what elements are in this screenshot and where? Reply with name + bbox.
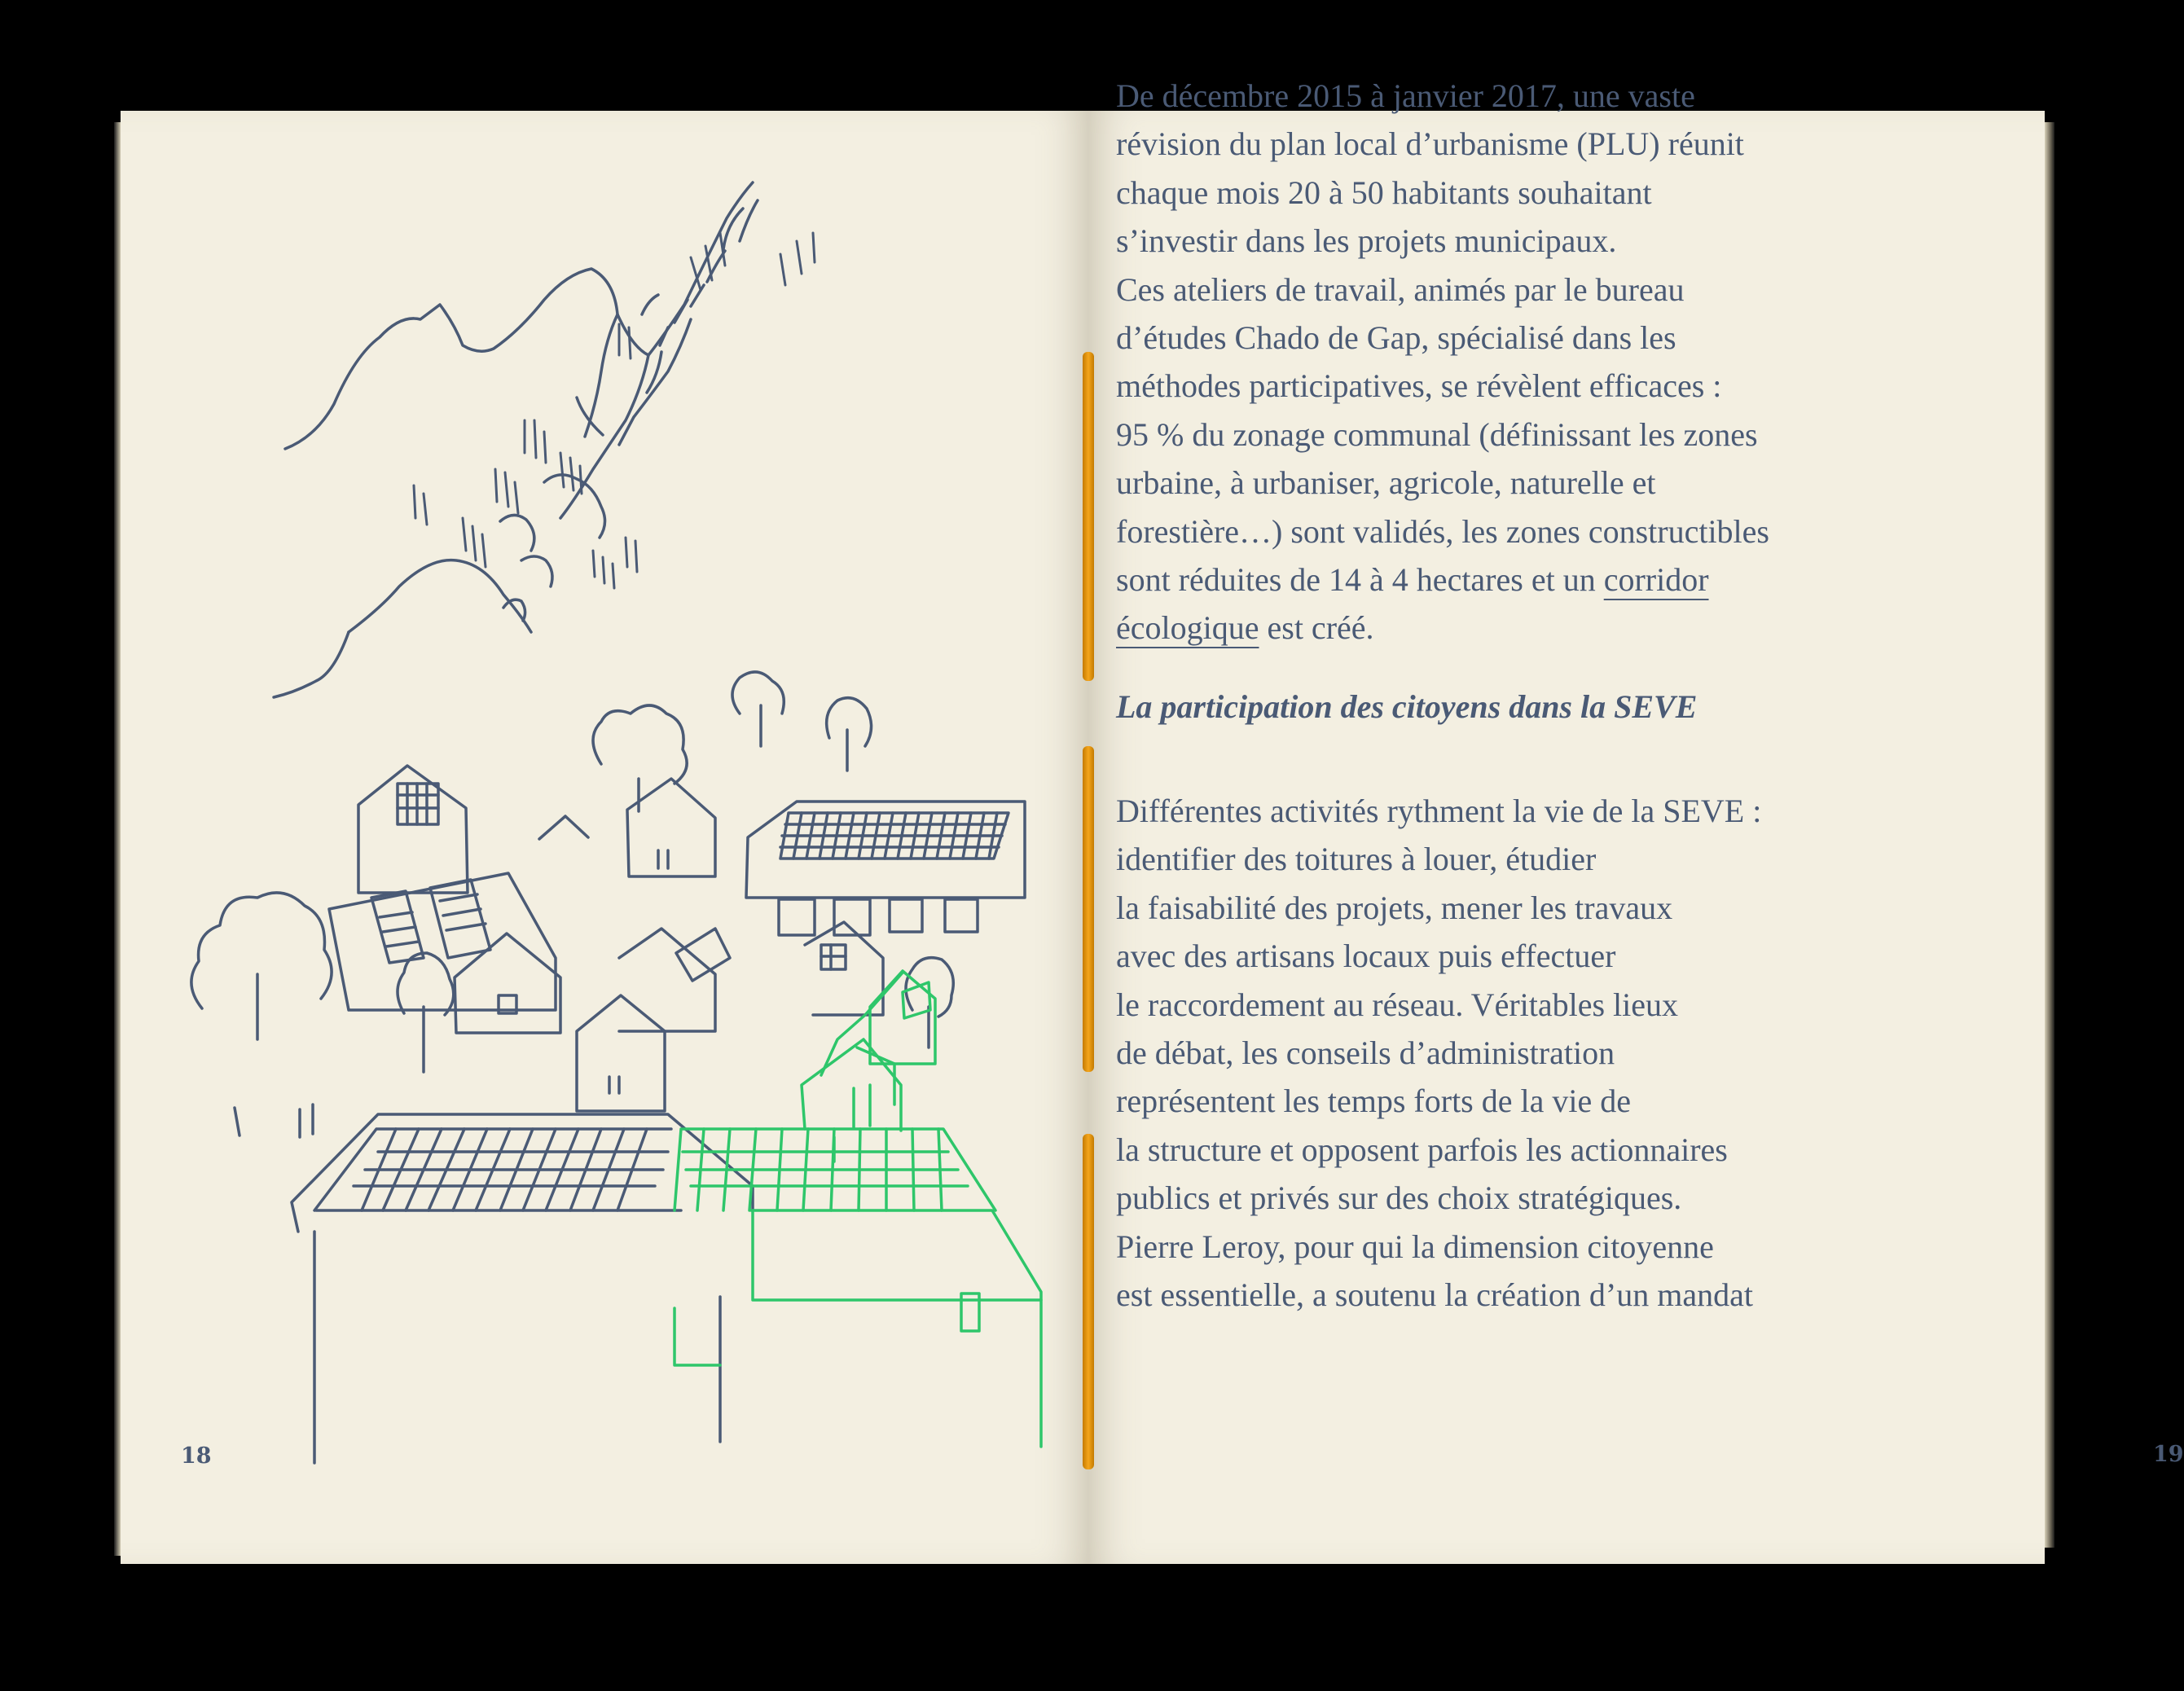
- text-line: la structure et opposent parfois les actionnaires: [1116, 1131, 1728, 1168]
- section-heading: La participation des citoyens dans la SEVE: [1116, 688, 1698, 725]
- text-line: de débat, les conseils d’administration: [1116, 1034, 1615, 1072]
- text-line: méthodes participatives, se révèlent efficaces :: [1116, 367, 1722, 405]
- text-line: la faisabilité des projets, mener les travaux: [1116, 889, 1673, 926]
- text-line: révision du plan local d’urbanisme (PLU) réunit: [1116, 125, 1744, 163]
- text-line: De décembre 2015 à janvier 2017, une vaste: [1116, 77, 1695, 114]
- binding-thread-2: [1083, 746, 1094, 1072]
- corridor-link-part2[interactable]: écologique: [1116, 609, 1259, 647]
- text-line: [1116, 556, 1980, 604]
- text-line: 95 % du zonage communal (définissant les zones: [1116, 415, 1758, 453]
- text-line: le raccordement au réseau. Véritables lieux: [1116, 986, 1679, 1023]
- mountain-village-illustration: [121, 111, 1088, 1564]
- page-number-right: 19: [2153, 1442, 2184, 1467]
- text-line: chaque mois 20 à 50 habitants souhaitant: [1116, 173, 1652, 211]
- binding-thread-3: [1083, 1134, 1094, 1469]
- text-line: est essentielle, a soutenu la création d’un mandat: [1116, 1276, 1753, 1314]
- page-number-left: 18: [181, 1443, 212, 1469]
- text-line: identifier des toitures à louer, étudier: [1116, 841, 1597, 878]
- left-page: [121, 111, 1088, 1564]
- text-line: Ces ateliers de travail, animés par le bureau: [1116, 270, 1685, 308]
- text-line: forestière…) sont validés, les zones constructibles: [1116, 512, 1769, 550]
- text-segment: sont réduites de 14 à 4 hectares et un: [1116, 561, 1604, 599]
- text-line: [1116, 604, 1980, 652]
- text-line: avec des artisans locaux puis effectuer: [1116, 938, 1616, 975]
- left-page-edge: [114, 122, 121, 1556]
- text-line: représentent les temps forts de la vie de: [1116, 1083, 1631, 1120]
- binding-thread-1: [1083, 352, 1094, 681]
- text-line: urbaine, à urbaniser, agricole, naturelle et: [1116, 464, 1656, 502]
- corridor-link-part1[interactable]: corridor: [1603, 561, 1709, 599]
- paragraph-seve-activities: [1116, 787, 1980, 1319]
- text-line: Différentes activités rythment la vie de la SEVE :: [1116, 793, 1762, 829]
- text-line: d’études Chado de Gap, spécialisé dans les: [1116, 319, 1676, 357]
- text-segment: est créé.: [1259, 609, 1374, 647]
- text-line: Pierre Leroy, pour qui la dimension citoyenne: [1116, 1228, 1714, 1265]
- paragraph-plu-revision: [1116, 72, 1980, 652]
- text-line: s’investir dans les projets municipaux.: [1116, 222, 1617, 260]
- text-line: publics et privés sur des choix stratégiques.: [1116, 1179, 1682, 1217]
- right-page-edge: [2045, 122, 2054, 1548]
